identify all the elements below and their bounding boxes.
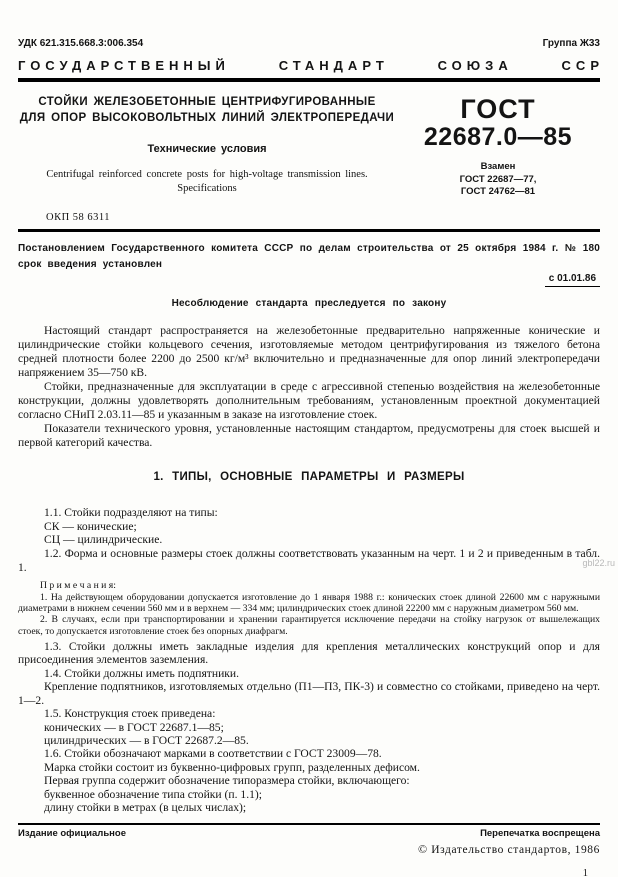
intro-paragraph-2: Стойки, предназначенные для эксплуатации в среде с агрессивной степенью воздействия на железобетонные конструкции, должны удовлетворять дополнительным требованиям, установленным проектной документацией согласно СНиП 2.03.11—85 и указанным в заказе на изготовление стоек.	[18, 380, 600, 421]
gost-label: ГОСТ	[460, 94, 536, 124]
replaces-gost-1: ГОСТ 22687—77,	[459, 173, 537, 185]
effective-date: с 01.01.86	[545, 273, 600, 287]
reprint-forbidden-label: Перепечатка воспрещена	[480, 827, 600, 839]
section-1-items	[18, 506, 600, 576]
meta-row	[0, 0, 618, 49]
udk-code: УДК 621.315.668.3:006.354	[18, 38, 144, 49]
effective-date-row	[18, 273, 600, 287]
intro-paragraph-1: Настоящий стандарт распространяется на железобетонные предварительно напряженные конические и цилиндрические стойки кольцевого сечения, изготовляемые методом центрифугирования из тяжелого бетона средней плотности более 2200 до 2500 кг/м³ включительно и предназначенные для опор линий электропередачи напряжением 35—750 кВ.	[18, 324, 600, 380]
section-1-heading: 1. ТИПЫ, ОСНОВНЫЕ ПАРАМЕТРЫ И РАЗМЕРЫ	[153, 470, 465, 483]
title-en-line1: Centrifugal reinforced concrete posts for high-voltage transmission lines.	[46, 169, 368, 181]
clause-1-3: 1.3. Стойки должны иметь закладные изделия для крепления металлических конструкций опор и для присоединения элементов заземления.	[18, 639, 600, 667]
clause-1-6: 1.6. Стойки обозначают марками в соответствии с ГОСТ 23009—78.	[44, 747, 382, 761]
note-2: 2. В случаях, если при транспортировании и хранении гарантируется исключение передачи на стойку нагрузок от вышележащих стоек, то допускается изготовление стоек без опорных диафрагм.	[18, 614, 600, 637]
title-block	[0, 94, 618, 223]
site-watermark: gbl22.ru	[582, 558, 615, 568]
intro-paragraph-3: Показатели технического уровня, установленные настоящим стандартом, предусмотрены для стоек высшей и первой категорий качества.	[18, 421, 600, 449]
document-title-en	[18, 168, 396, 195]
state-word: ССР	[561, 58, 604, 73]
divider-thick-top	[18, 78, 600, 82]
replaces-label: Взамен	[480, 160, 516, 172]
clause-1-1-type-sk: СК — конические;	[44, 519, 137, 533]
clause-1-1: 1.1. Стойки подразделяют на типы:	[44, 505, 218, 519]
title-left-column	[18, 94, 396, 223]
title-ru-line1: СТОЙКИ ЖЕЛЕЗОБЕТОННЫЕ ЦЕНТРИФУГИРОВАННЫЕ	[38, 96, 376, 108]
document-subtitle: Технические условия	[147, 143, 267, 156]
notes-label: П р и м е ч а н и я:	[40, 580, 116, 592]
clause-1-6-mark: Марка стойки состоит из буквенно-цифровых групп, разделенных дефисом.	[44, 760, 420, 774]
decree-paragraph: Постановлением Государственного комитета СССР по делам строительства от 25 октября 1984 г. № 180 срок введения установлен	[18, 243, 600, 270]
clause-1-5: 1.5. Конструкция стоек приведена:	[44, 707, 216, 721]
note-1: 1. На действующем оборудовании допускается изготовление до 1 января 1988 г.: конических стоек длиной 22600 мм с наружными диаметрами в нижнем сечении 560 мм и в верхнем — 334 мм; цилиндрических стоек длиной 22200 мм с наружным диаметром 560 мм.	[18, 591, 600, 614]
clause-1-1-type-sc: СЦ — цилиндрические.	[44, 533, 163, 547]
clause-1-4: 1.4. Стойки должны иметь подпятники.	[44, 666, 240, 680]
document-title-ru	[18, 94, 396, 126]
clause-1-5-cylindrical: цилиндрических — в ГОСТ 22687.2—85.	[44, 733, 249, 747]
okp-code: ОКП 58 6311	[46, 212, 111, 224]
clause-1-4-note: Крепление подпятников, изготовляемых отдельно (П1—П3, ПК-3) и совместно со стойками, приведено на черт. 1—2.	[18, 680, 600, 707]
state-word: СОЮЗА	[437, 58, 513, 73]
replaces-gost-2: ГОСТ 24762—81	[460, 186, 536, 198]
gost-number: 22687.0—85	[423, 123, 573, 151]
clause-1-5-conical: конических — в ГОСТ 22687.1—85;	[44, 720, 224, 734]
page-number: 1	[582, 867, 588, 877]
state-word: ГОСУДАРСТВЕННЫЙ	[18, 58, 230, 73]
official-edition-label: Издание официальное	[18, 827, 126, 839]
state-word: СТАНДАРТ	[278, 58, 389, 73]
footer-labels	[0, 825, 618, 839]
intro-section	[18, 324, 600, 449]
group-code: Группа Ж33	[542, 38, 600, 49]
state-standard-heading	[0, 49, 618, 73]
clause-1-6-group: Первая группа содержит обозначение типоразмера стойки, включающего:	[44, 774, 410, 788]
gost-number-block	[396, 94, 600, 223]
publisher-name: Издательство стандартов, 1986	[431, 843, 600, 856]
clause-1-6-length: длину стойки в метрах (в целых числах);	[44, 801, 247, 815]
replaces-block	[396, 161, 600, 199]
title-en-line2: Specifications	[177, 182, 237, 194]
notes-block	[18, 580, 600, 637]
publisher-line	[0, 842, 618, 857]
title-ru-line2: ДЛЯ ОПОР ВЫСОКОВОЛЬТНЫХ ЛИНИЙ ЭЛЕКТРОПЕРЕДАЧИ	[19, 112, 395, 125]
section-1-items-continued	[18, 640, 600, 815]
divider-mid	[18, 229, 600, 232]
law-notice: Несоблюдение стандарта преследуется по закону	[171, 298, 447, 310]
clause-1-6-letter: буквенное обозначение типа стойки (п. 1.1);	[44, 787, 262, 801]
clause-1-2: 1.2. Форма и основные размеры стоек должны соответствовать указанным на черт. 1 и 2 и приведенным в табл. 1.	[18, 547, 600, 575]
copyright-icon: ©	[417, 841, 428, 856]
